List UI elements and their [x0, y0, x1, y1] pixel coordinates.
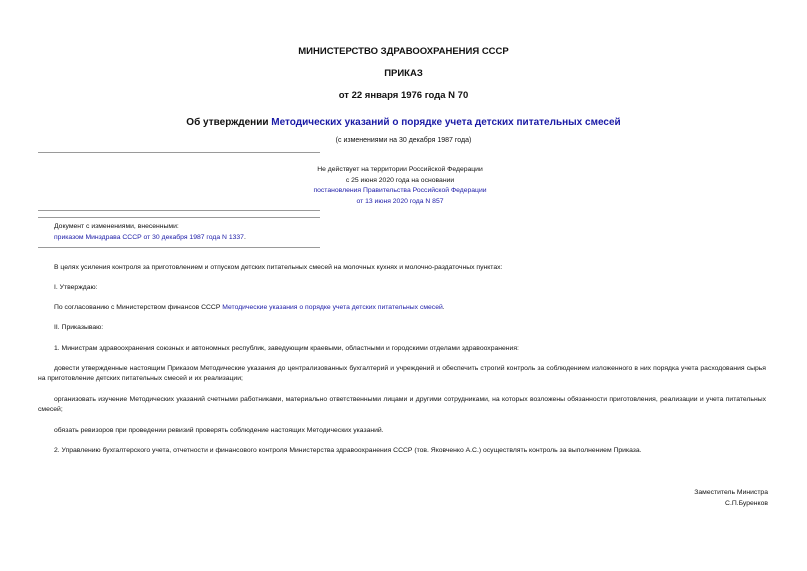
signature-position: Заместитель Министра [694, 489, 768, 496]
item-1-a: довести утвержденные настоящим Приказом Методические указания до централизованных бухгалтерий и учреждений и обеспечить строгий контроль за соблюдением изложенного в них порядка учета расходования сырья на приготовление детских питательных смесей и их реализации; [38, 365, 766, 382]
document-title [0, 117, 807, 128]
signature-name: С.П.Буренков [725, 499, 768, 507]
signature-block [694, 488, 768, 509]
ministry-heading: МИНИСТЕРСТВО ЗДРАВООХРАНЕНИЯ СССР [298, 46, 509, 57]
order-label: II. Приказываю: [54, 324, 104, 331]
title-prefix: Об утверждении [186, 117, 272, 128]
approve-label: I. Утверждаю: [54, 284, 98, 291]
changes-label: Документ с изменениями, внесенными: [54, 223, 179, 230]
status-line-2: с 25 июня 2020 года на основании [345, 176, 455, 184]
divider [38, 210, 320, 211]
status-note [310, 165, 490, 207]
changes-suffix: . [243, 234, 246, 241]
intro-paragraph: В целях усиления контроля за приготовлением и отпуском детских питательных смесей на молочных кухнях и молочно-раздаточных пунктах: [54, 264, 503, 271]
changes-link[interactable]: приказом Минздрава СССР от 30 декабря 1987 года N 1337 [54, 234, 244, 241]
status-link-1[interactable]: постановления Правительства Российской Федерации [313, 187, 487, 194]
approve-paragraph [38, 303, 766, 313]
item-1: 1. Министрам здравоохранения союзных и автономных республик, заведующим краевыми, областными и городскими отделами здравоохранения: [54, 345, 519, 352]
divider [38, 247, 320, 248]
status-line-1: Не действует на территории Российской Федерации [317, 166, 483, 173]
divider [38, 217, 320, 218]
approve-link[interactable]: Методические указания о порядке учета детских питательных смесей [222, 304, 443, 311]
divider [38, 152, 320, 153]
approve-suffix: . [442, 304, 445, 311]
item-1-b: организовать изучение Методических указаний счетными работниками, материально ответственными лицами и другими сотрудниками, на которых возложены обязанности приготовления, реализации и учета питательных смесей; [38, 396, 766, 413]
title-link[interactable]: Методических указаний о порядке учета детских питательных смесей [271, 117, 621, 128]
item-2: 2. Управлению бухгалтерского учета, отчетности и финансового контроля Министерства здравоохранения СССР (тов. Яковченко А.С.) осуществлять контроль за выполнением Приказа. [54, 447, 642, 454]
approve-prefix: По согласованию с Министерством финансов СССР [54, 304, 223, 311]
changes-entry [54, 233, 454, 243]
date-number-heading: от 22 января 1976 года N 70 [338, 90, 469, 101]
status-link-2[interactable]: от 13 июня 2020 года N 857 [356, 197, 444, 205]
doc-type-heading: ПРИКАЗ [384, 68, 423, 79]
item-1-c: обязать ревизоров при проведении ревизий проверять соблюдение настоящих Методических указаний. [54, 427, 384, 434]
amendment-note: (с изменениями на 30 декабря 1987 года) [335, 137, 472, 144]
